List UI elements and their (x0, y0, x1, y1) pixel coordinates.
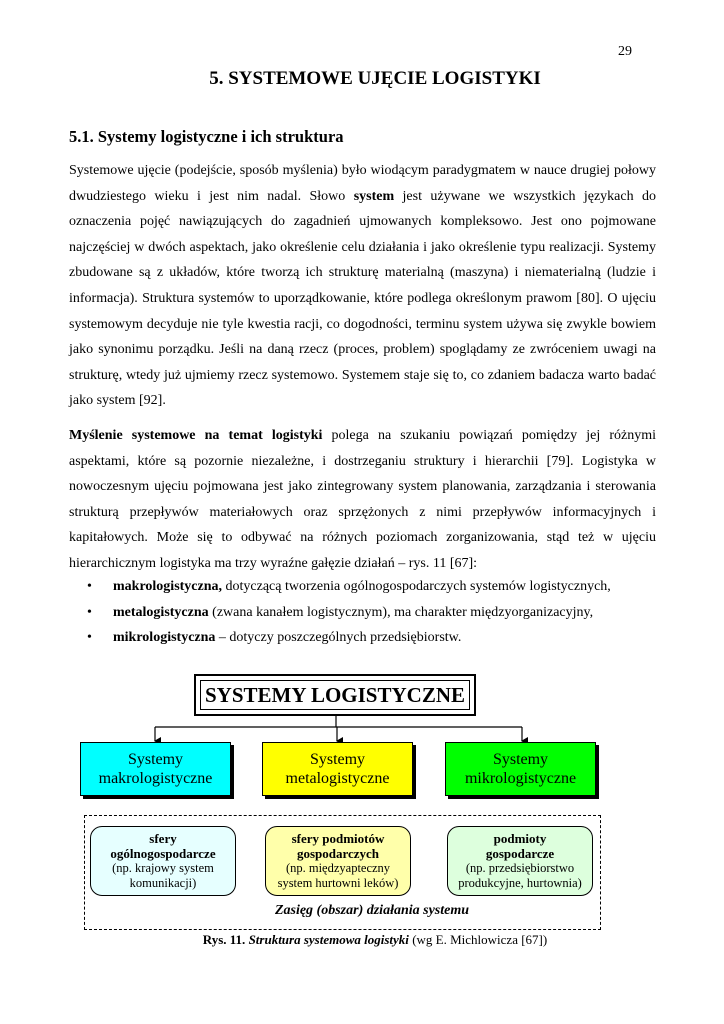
bullet-icon: • (87, 604, 92, 620)
figure-caption (0, 932, 724, 948)
systems-root-box (194, 674, 476, 716)
sphere-note: (np. przedsiębiorstwo (465, 861, 575, 875)
root-box-label: SYSTEMY LOGISTYCZNE (204, 682, 466, 707)
sphere-note: (np. międzyapteczny (285, 861, 391, 875)
caption-title: Struktura systemowa logistyki (248, 932, 409, 947)
box-line: Systemy (492, 751, 549, 768)
section-title: 5.1. Systemy logistyczne i ich struktura (69, 127, 344, 146)
box-line: Systemy (127, 751, 184, 768)
list-item-text: (zwana kanałem logistycznym), ma charakter międzyorganizacyjny, (208, 604, 594, 620)
box-line: Systemy (309, 751, 366, 768)
paragraph-bold-term: Myślenie systemowe na temat logistyki (69, 428, 323, 443)
sphere-note: komunikacji) (129, 876, 197, 890)
list-item-term: makrologistyczna, (113, 579, 223, 594)
box-line: mikrologistyczne (464, 770, 577, 787)
micro-systems-box (445, 742, 596, 796)
micro-sphere-box (447, 826, 593, 896)
caption-source: (wg E. Michlowicza [67]) (408, 932, 548, 947)
list-item-term: mikrologistyczna (113, 630, 216, 646)
sphere-title: gospodarcze (485, 846, 555, 861)
bullet-icon: • (87, 579, 92, 594)
macro-sphere-box (90, 826, 236, 896)
sphere-title: sfery (149, 831, 177, 846)
list-item-term: metalogistyczna (113, 604, 209, 620)
sphere-note: produkcyjne, hurtownia) (458, 876, 582, 890)
caption-label: Rys. 11. (202, 932, 246, 947)
box-line: metalogistyczne (285, 770, 390, 787)
box-line: makrologistyczne (98, 770, 213, 787)
sphere-title: sfery podmiotów (291, 831, 385, 846)
paragraph-bold-term: system (353, 188, 395, 204)
macro-systems-box (80, 742, 231, 796)
paragraph-text: Systemowe ujęcie (podejście, sposób myślenia) było wiodącym paradygmatem w nauce drugiej połowy dwudziestego wieku i jest nim nadal. Słowo (69, 163, 656, 204)
sphere-note: system hurtowni leków) (277, 876, 399, 890)
scope-label: Zasięg (obszar) działania systemu (274, 903, 470, 918)
list-item-text: dotyczącą tworzenia ogólnogospodarczych systemów logistycznych, (222, 579, 611, 594)
paragraph-text: jest używane we wszystkich językach do oznaczenia pojęć nawiązujących do zagadnień ujmowanych kompleksowo. Jest ono pojmowane najczęściej w dwóch aspektach, jako określenie celu działania i jako określenie typu realizacji. Systemy zbudowane są z układów, które tworzą ich strukturę materialną (maszyna) i niematerialną (ludzie i informacja). Struktura systemów to uporządkowanie, które podlega określonym prawom [80]. O ujęciu systemowym decyduje nie tyle kwestia racji, co dogodności, terminu system używa się zwykle bowiem jako synonimu porządku. Jeśli na daną rzecz (proces, problem) spoglądamy ze zwróceniem uwagi na strukturę, wtedy już ujmiemy rzecz systemowo. Systemem staje się to, co zdaniem badacza warto badać jako system [92]. (69, 188, 656, 409)
meta-sphere-box (265, 826, 411, 896)
chapter-title: 5. SYSTEMOWE UJĘCIE LOGISTYKI (209, 68, 541, 89)
paragraph-text: polega na szukaniu powiązań pomiędzy jej różnymi aspektami, które są pozornie niezależne, i dostrzeganiu struktury i hierarchii [79]. Logistyka w nowoczesnym ujęciu pojmowana jest jako zintegrowany system planowania, zarządzania i sterowania strukturą przepływów materiałowych oraz sprzężonych z nimi przepływów informacyjnych i kapitałowych. Może się to odbywać na różnych poziomach zorganizowania, stąd też w ujęciu hierarchicznym logistyka ma trzy wyraźne gałęzie działań – rys. 11 [67]: (69, 428, 657, 571)
sphere-note: (np. krajowy system (112, 861, 214, 875)
list-item-text: – dotyczy poszczególnych przedsiębiorstw. (215, 630, 462, 646)
meta-systems-box (262, 742, 413, 796)
sphere-title: ogólnogospodarcze (110, 846, 216, 861)
bullet-icon: • (87, 630, 92, 646)
page-number: 29 (618, 44, 632, 59)
sphere-title: gospodarczych (296, 846, 380, 861)
sphere-title: podmioty (493, 831, 547, 846)
